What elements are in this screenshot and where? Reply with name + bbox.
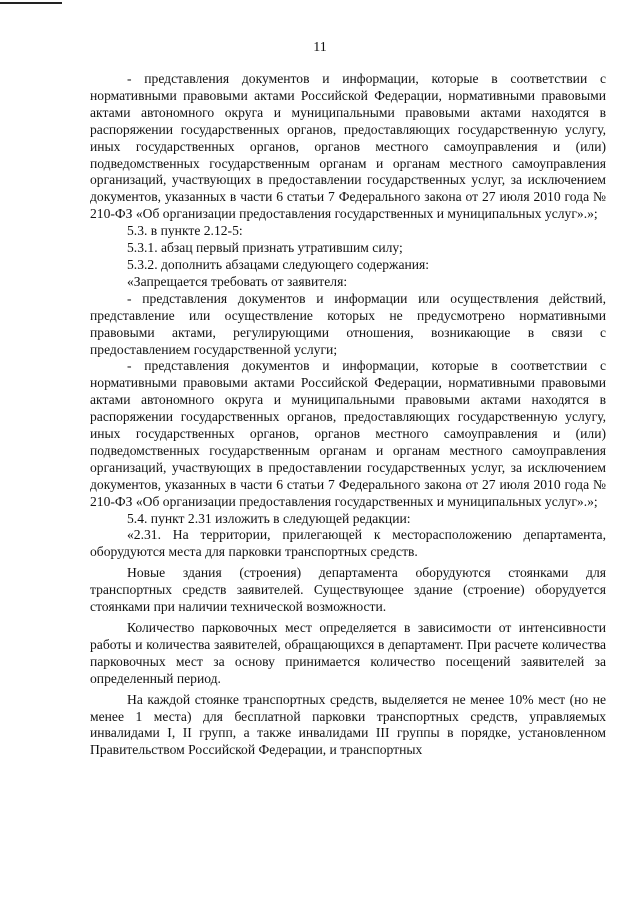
scan-corner-mark <box>0 2 62 4</box>
paragraph-2-31: «2.31. На территории, прилегающей к месторасположению департамента, оборудуются места для парковки транспортных средств. <box>90 527 606 560</box>
paragraph-disabled-parking: На каждой стоянке транспортных средств, выделяется не менее 10% мест (но не менее 1 места) для бесплатной парковки транспортных средств, управляемых инвалидами I, II групп, а также инвалидами III группы в порядке, установленном Правительством Российской Федерации, и транспортных <box>90 691 606 758</box>
paragraph-5-3-2: 5.3.2. дополнить абзацами следующего содержания: <box>127 256 430 272</box>
paragraph-new-buildings: Новые здания (строения) департамента оборудуются стоянками для транспортных средств заявителей. Существующее здание (строение) оборудуется стоянками при наличии технической возможности. <box>90 565 606 615</box>
paragraph-dash-clause-1: - представления документов и информации, которые в соответствии с нормативными правовыми актами Российской Федерации, нормативными правовыми актами автономного округа и муниципальными правовыми актами находятся в распоряжении государственных органов, предоставляющих государственную услугу, иных государственных органов, органов местного самоуправления и (или) подведомственных государственным органам и органам местного самоуправления организаций, участвующих в предоставлении государственных услуг, за исключением документов, указанных в части 6 статьи 7 Федерального закона от 27 июля 2010 года № 210-ФЗ «Об организации предоставления государственных и муниципальных услуг».»; <box>90 71 606 222</box>
document-body <box>90 71 606 759</box>
page-number: 11 <box>313 40 327 55</box>
paragraph-prohibition-intro: «Запрещается требовать от заявителя: <box>127 273 348 289</box>
paragraph-dash-clause-2: - представления документов и информации или осуществления действий, представление или осуществление которых не предусмотрено нормативными правовыми актами, регулирующими отношения, возникающие в связи с предоставлением государственной услуги; <box>90 290 606 357</box>
paragraph-5-3: 5.3. в пункте 2.12-5: <box>127 223 243 239</box>
paragraph-dash-clause-3: - представления документов и информации, которые в соответствии с нормативными правовыми актами Российской Федерации, нормативными правовыми актами автономного округа и муниципальными правовыми актами находятся в распоряжении государственных органов, предоставляющих государственную услугу, иных государственных органов, органов местного самоуправления и (или) подведомственных государственным органам и органам местного самоуправления организаций, участвующих в предоставлении государственных услуг, за исключением документов, указанных в части 6 статьи 7 Федерального закона от 27 июля 2010 года № 210-ФЗ «Об организации предоставления государственных и муниципальных услуг».»; <box>90 358 606 509</box>
paragraph-5-3-1: 5.3.1. абзац первый признать утратившим силу; <box>127 240 403 256</box>
paragraph-5-4: 5.4. пункт 2.31 изложить в следующей редакции: <box>127 510 411 526</box>
paragraph-parking-count: Количество парковочных мест определяется в зависимости от интенсивности работы и количества заявителей, обращающихся в департамент. При расчете количества парковочных мест за основу принимается количество посещений заявителей за определенный период. <box>90 620 606 686</box>
